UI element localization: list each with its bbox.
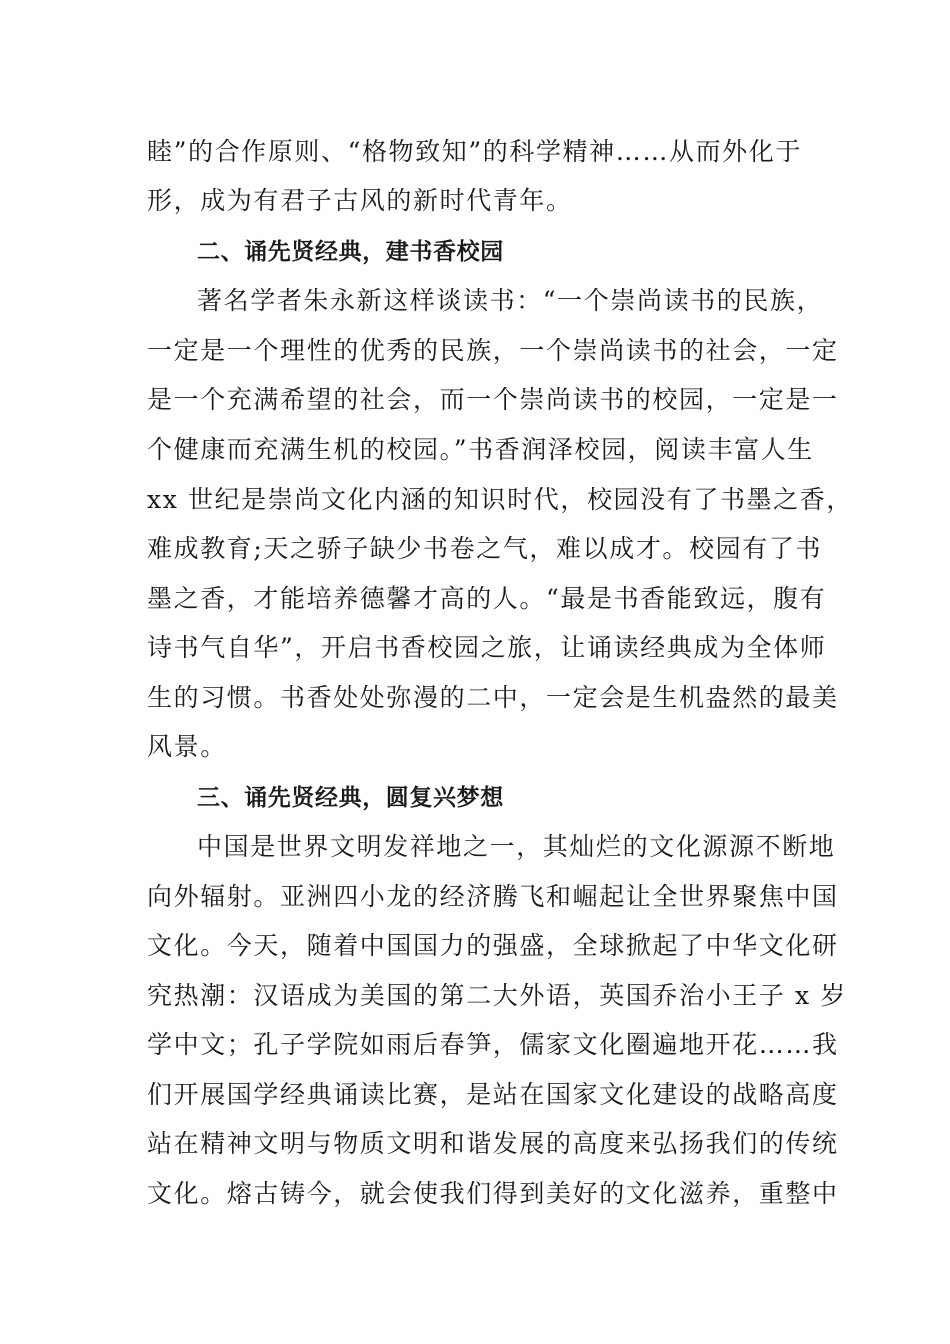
paragraph-start-line: 著名学者朱永新这样谈读书：“一个崇尚读书的民族， [197,286,824,315]
body-text-line: 学中文；孔子学院如雨后春笋，儒家文化圈遍地开花……我 [147,1030,839,1059]
body-text-line: 个健康而充满生机的校园。”书香润泽校园，阅读丰富人生 [147,435,814,464]
body-text-line: 文化。熔古铸今，就会使我们得到美好的文化滋养，重整中 [147,1179,839,1208]
body-text-line: 生的习惯。书香处处弥漫的二中，一定会是生机盎然的最美 [147,683,839,712]
body-text-line: 们开展国学经典诵读比赛，是站在国家文化建设的战略高度 [147,1080,839,1109]
body-text-line: 诗书气自华”，开启书香校园之旅，让诵读经典成为全体师 [147,633,827,662]
body-text-line: 睦”的合作原则、“格物致知”的科学精神……从而外化于 [147,137,802,166]
body-text-line: 是一个充满希望的社会，而一个崇尚读书的校园，一定是一 [147,385,839,414]
body-text-line: 形，成为有君子古风的新时代青年。 [147,186,573,215]
section-heading-2: 二、诵先贤经典，建书香校园 [197,239,504,265]
body-text-line: 究热潮：汉语成为美国的第二大外语，英国乔治小王子 x 岁 [147,981,847,1010]
body-text-line: xx 世纪是崇尚文化内涵的知识时代，校园没有了书墨之香， [147,485,853,514]
paragraph-start-line: 中国是世界文明发祥地之一，其灿烂的文化源源不断地 [197,832,836,861]
body-text-line: 风景。 [147,732,227,761]
body-text-line: 向外辐射。亚洲四小龙的经济腾飞和崛起让全世界聚焦中国 [147,882,839,911]
section-heading-3: 三、诵先贤经典，圆复兴梦想 [197,785,504,811]
body-text-line: 文化。今天，随着中国国力的强盛，全球掀起了中华文化研 [147,931,839,960]
body-text-line: 墨之香，才能培养德馨才高的人。“最是书香能致远，腹有 [147,584,827,613]
body-text-line: 站在精神文明与物质文明和谐发展的高度来弘扬我们的传统 [147,1129,839,1158]
body-text-line: 一定是一个理性的优秀的民族，一个崇尚读书的社会，一定 [147,336,839,365]
body-text-line: 难成教育;天之骄子缺少书卷之气，难以成才。校园有了书 [147,534,823,563]
